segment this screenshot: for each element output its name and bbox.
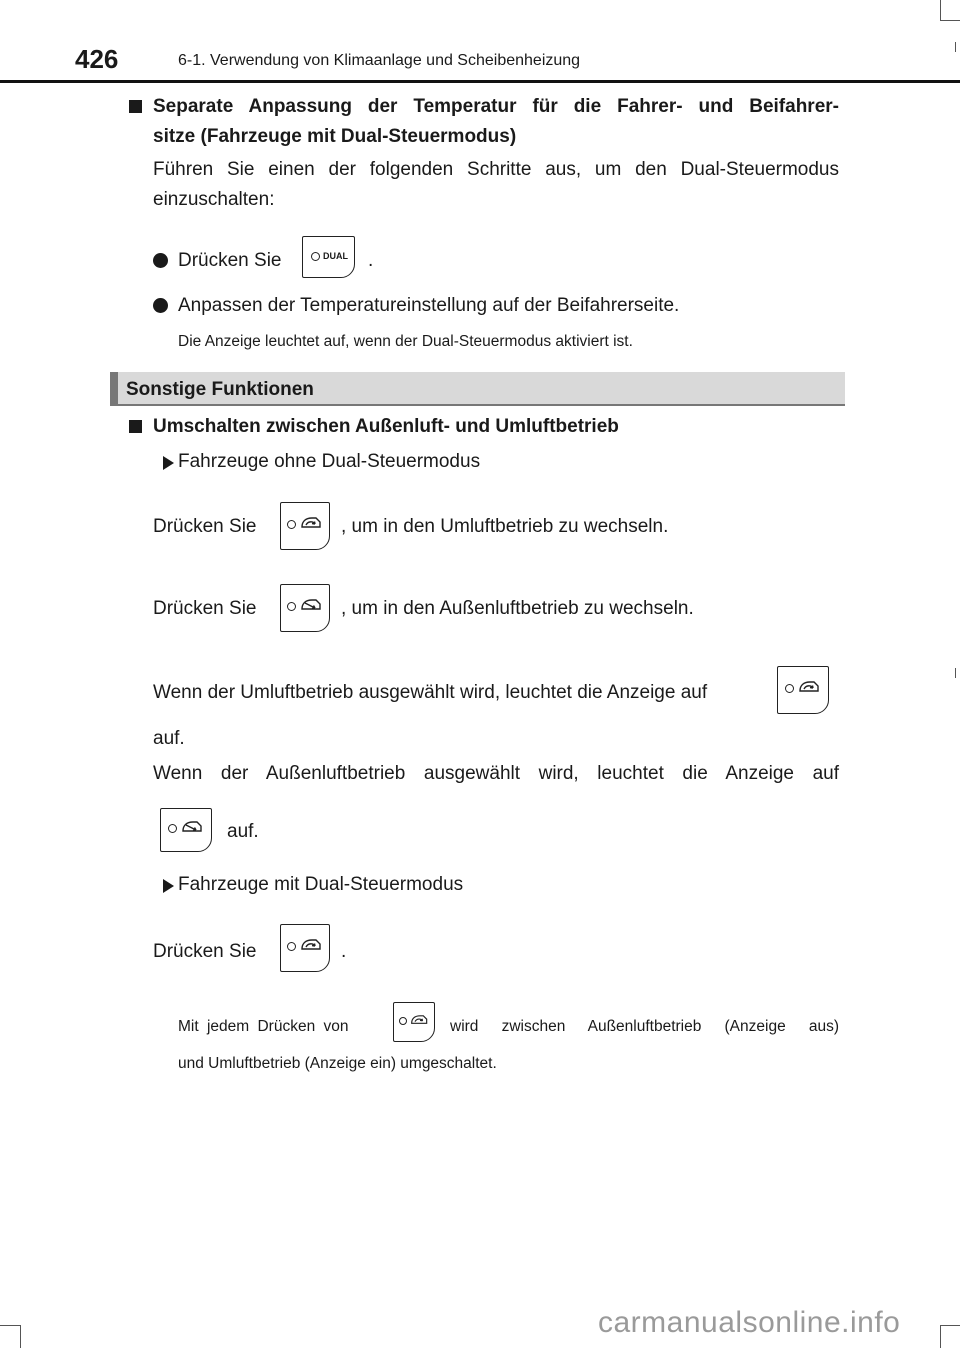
chapter-title: 6-1. Verwendung von Klimaanlage und Scheibenheizung [178,52,581,69]
dual-heading: Separate Anpassung der Temperatur für die Fahrer- und Beifahrer- [153,96,839,117]
triangle-bullet-icon [163,456,174,470]
crop-mark [955,42,956,52]
case1-auf-2: auf. [227,821,259,842]
dual-intro: Führen Sie einen der folgenden Schritte aus, um den Dual-Steuermodus [153,159,839,180]
watermark: carmanualsonline.info [598,1306,901,1339]
press-text: Drücken Sie [153,598,257,619]
crop-mark [20,1325,21,1348]
case1-recirc-text: , um in den Umluftbetrieb zu wechseln. [341,516,669,537]
section-title: Sonstige Funktionen [126,379,314,400]
crop-mark [940,20,960,21]
triangle-bullet-icon [163,879,174,893]
bullet-passenger-side: Anpassen der Temperatureinstellung auf der Beifahrerseite. [178,295,680,316]
recirculation-heading: Umschalten zwischen Außenluft- und Umluftbetrieb [153,416,619,437]
case1-indicator-recirc: Wenn der Umluftbetrieb ausgewählt wird, leuchtet die Anzeige auf [153,682,708,703]
crop-mark [955,668,956,678]
case2-note-start: Mit jedem Drücken von [178,1018,349,1035]
dual-button-icon [302,236,355,278]
dual-heading-cont: sitze (Fahrzeuge mit Dual-Steuermodus) [153,126,517,147]
case1-outside-text: , um in den Außenluftbetrieb zu wechseln. [341,598,694,619]
press-text: Drücken Sie [153,941,257,962]
case1-indicator-outside: Wenn der Außenluftbetrieb ausgewählt wird, leuchtet die Anzeige auf [153,763,839,784]
press-text: Drücken Sie [178,250,282,271]
crop-mark [940,1325,960,1326]
air-recirculation-button-icon [777,666,829,714]
air-recirculation-button-icon [280,502,330,550]
dual-note: Die Anzeige leuchtet auf, wenn der Dual-Steuermodus aktiviert ist. [178,333,633,350]
case2-note-end: wird zwischen Außenluftbetrieb (Anzeige aus) [450,1018,839,1035]
air-recirculation-button-icon [393,1002,435,1042]
case1-auf: auf. [153,728,185,749]
crop-mark [940,1325,941,1348]
square-bullet-icon [129,100,142,113]
case-without-dual-title: Fahrzeuge ohne Dual-Steuermodus [178,451,481,472]
round-bullet-icon [153,253,168,268]
period-text: . [341,941,347,962]
case-with-dual-title: Fahrzeuge mit Dual-Steuermodus [178,874,464,895]
square-bullet-icon [129,420,142,433]
crop-mark [0,1325,20,1326]
press-text: Drücken Sie [153,516,257,537]
dual-intro-cont: einzuschalten: [153,189,275,210]
header-rule [0,80,960,83]
air-recirculation-button-icon [280,924,330,972]
round-bullet-icon [153,298,168,313]
page-number: 426 [75,44,119,74]
outside-air-button-icon [280,584,330,632]
outside-air-button-icon [160,808,212,852]
case2-note-cont: und Umluftbetrieb (Anzeige ein) umgeschaltet. [178,1055,497,1072]
period-text: . [368,250,374,271]
crop-mark [940,0,941,20]
dual-button-label: DUAL [323,251,348,261]
